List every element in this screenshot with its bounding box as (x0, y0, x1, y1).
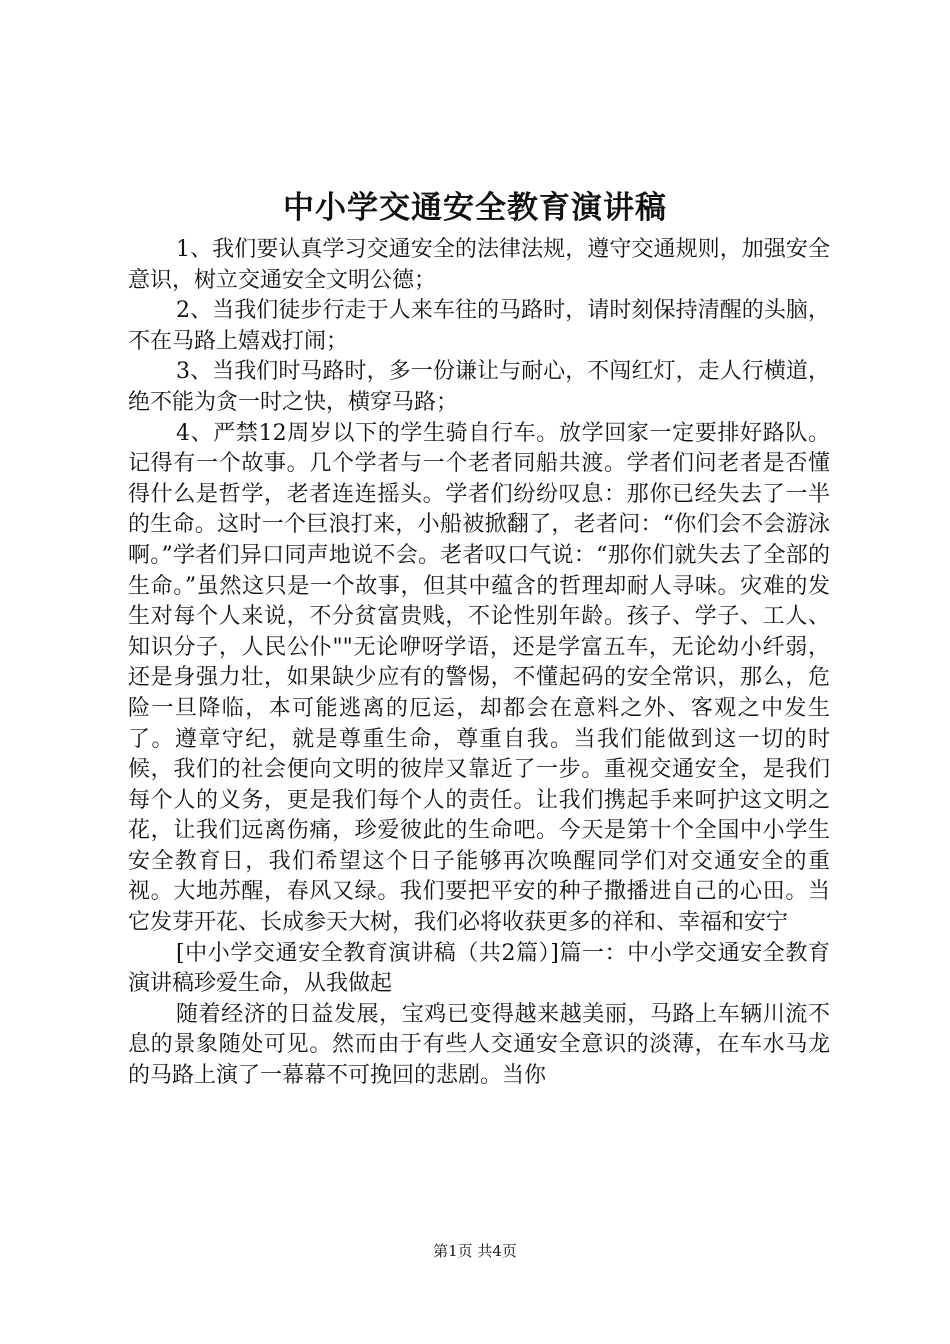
document-title: 中小学交通安全教育演讲稿 (283, 190, 667, 226)
paragraph-1: 1、我们要认真学习交通安全的法律法规，遵守交通规则，加强安全意识，树立交通安全文明公德； (128, 237, 830, 293)
paragraph-6: 随着经济的日益发展，宝鸡已变得越来越美丽，马路上车辆川流不息的景象随处可见。然而由于有些人交通安全意识的淡薄，在车水马龙的马路上演了一幕幕不可挽回的悲剧。当你 (128, 1001, 830, 1089)
paragraph-4: 4、严禁12周岁以下的学生骑自行车。放学回家一定要排好路队。记得有一个故事。几个学者与一个老者同船共渡。学者们问老者是否懂得什么是哲学，老者连连摇头。学者们纷纷叹息：那你已经失去了一半的生命。这时一个巨浪打来，小船被掀翻了，老者问：“你们会不会游泳啊。”学者们异口同声地说不会。老者叹口气说：“那你们就失去了全部的生命。”虽然这只是一个故事，但其中蕴含的哲理却耐人寻味。灾难的发生对每个人来说，不分贫富贵贱，不论性别年龄。孩子、学子、工人、知识分子，人民公仆""无论咿呀学语，还是学富五车，无论幼小纤弱，还是身强力壮，如果缺少应有的警惕，不懂起码的安全常识，那么，危险一旦降临，本可能逃离的厄运，却都会在意料之外、客观之中发生了。遵章守纪，就是尊重生命，尊重自我。当我们能做到这一切的时候，我们的社会便向文明的彼岸又靠近了一步。重视交通安全，是我们每个人的义务，更是我们每个人的责任。让我们携起手来呵护这文明之花，让我们远离伤痛，珍爱彼此的生命吧。今天是第十个全国中小学生安全教育日，我们希望这个日子能够再次唤醒同学们对交通安全的重视。大地苏醒，春风又绿。我们要把平安的种子撒播进自己的心田。当它发芽开花、长成参天大树，我们必将收获更多的祥和、幸福和安宁 (128, 420, 830, 936)
paragraph-5: [中小学交通安全教育演讲稿（共2篇）]篇一：中小学交通安全教育演讲稿珍爱生命，从我做起 (128, 940, 830, 997)
paragraph-3: 3、当我们时马路时，多一份谦让与耐心，不闯红灯，走人行横道，绝不能为贪一时之快，横穿马路； (128, 359, 830, 415)
paragraph-2: 2、当我们徒步行走于人来车往的马路时，请时刻保持清醒的头脑，不在马路上嬉戏打闹； (128, 298, 830, 354)
page-number-footer: 第1页 共4页 (433, 1242, 517, 1260)
document-body (128, 235, 830, 1092)
